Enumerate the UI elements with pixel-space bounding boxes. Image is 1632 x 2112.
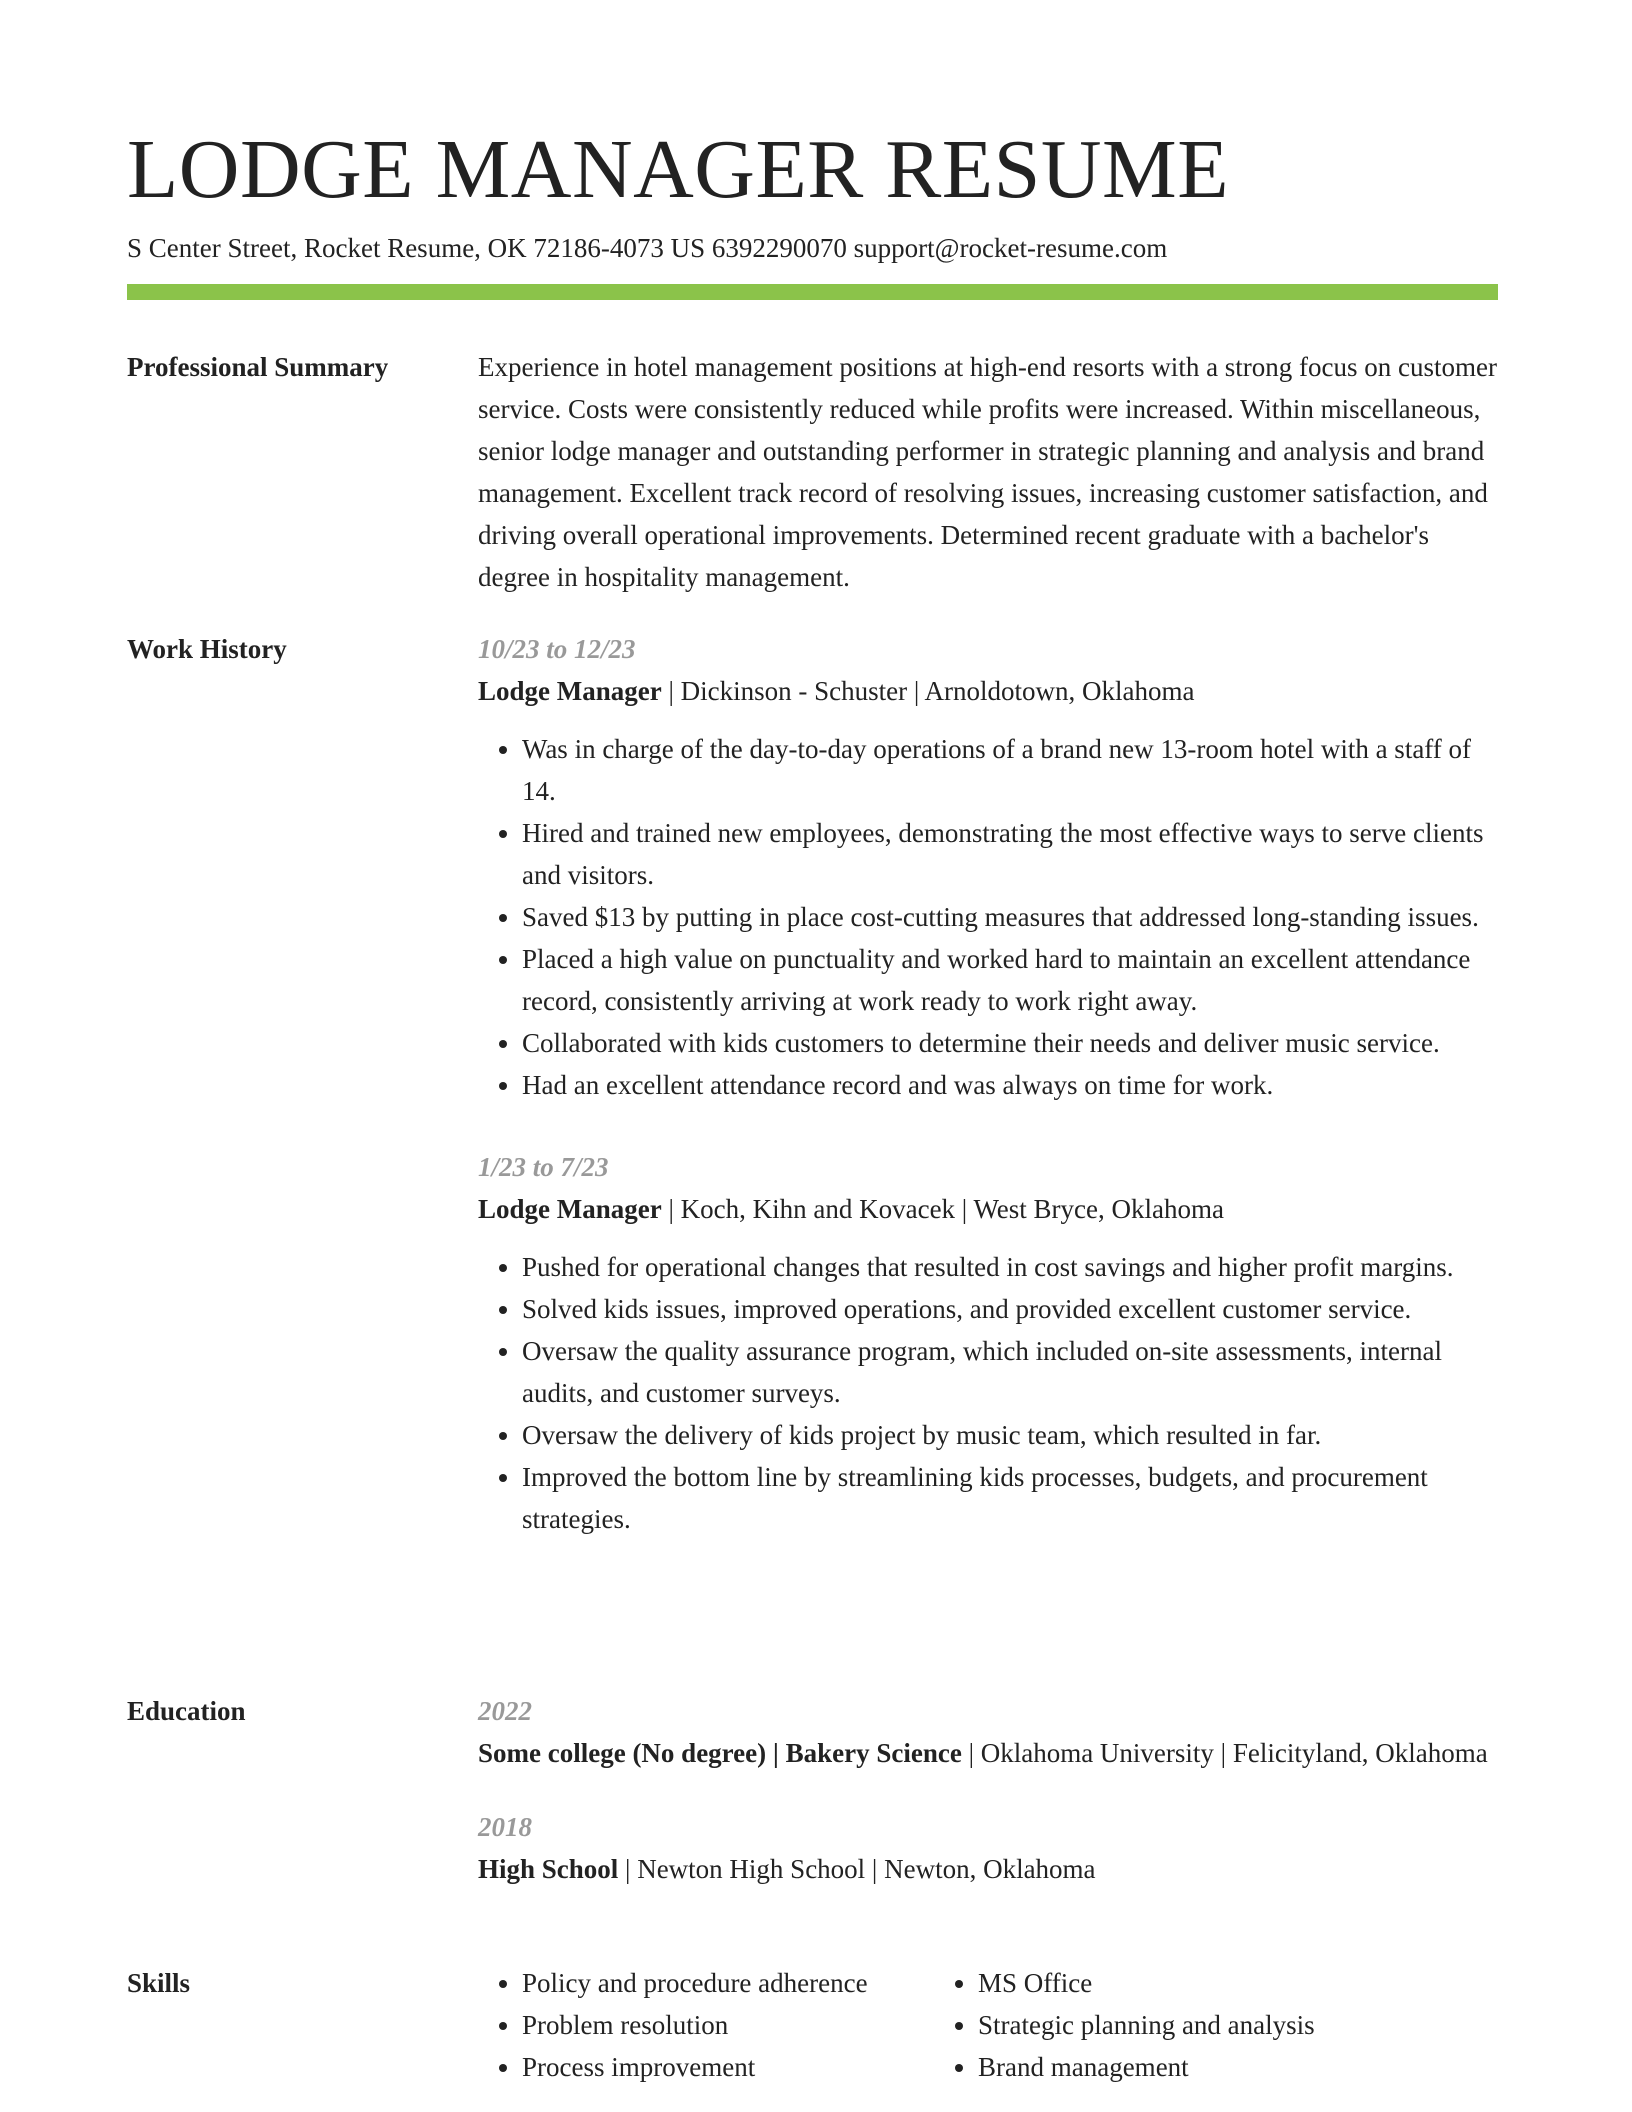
job-dates: 1/23 to 7/23 bbox=[478, 1152, 609, 1182]
job-title: Lodge Manager bbox=[478, 676, 662, 706]
work-history-label: Work History bbox=[127, 634, 287, 664]
skills-content bbox=[478, 1962, 1498, 2088]
education-year: 2022 bbox=[478, 1696, 532, 1726]
summary-content bbox=[478, 346, 1498, 598]
education-title: High School bbox=[478, 1854, 619, 1884]
education-year: 2018 bbox=[478, 1812, 532, 1842]
education-heading bbox=[478, 1848, 1498, 1890]
job-entry bbox=[478, 628, 1498, 1106]
list-item: • Was in charge of the day-to-day operations of a brand new 13-room hotel with a staff of 14. bbox=[522, 728, 1498, 812]
skills-list-left bbox=[478, 1962, 934, 2088]
list-item: • Oversaw the quality assurance program, which included on-site assessments, internal audits, and customer surveys. bbox=[522, 1330, 1498, 1414]
skill-item: • MS Office bbox=[978, 1962, 1390, 2004]
job-details: | Koch, Kihn and Kovacek | West Bryce, Oklahoma bbox=[661, 1194, 1224, 1224]
education-title: Some college (No degree) | Bakery Science bbox=[478, 1738, 962, 1768]
summary-label: Professional Summary bbox=[127, 352, 389, 382]
list-item: • Placed a high value on punctuality and worked hard to maintain an excellent attendance record, consistently arriving at work ready to work right away. bbox=[522, 938, 1498, 1022]
education-label: Education bbox=[127, 1696, 246, 1726]
job-heading bbox=[478, 670, 1498, 712]
skill-item: • Process improvement bbox=[522, 2046, 934, 2088]
education-details: | Oklahoma University | Felicityland, Oklahoma bbox=[961, 1738, 1488, 1768]
job-bullets bbox=[478, 1246, 1498, 1540]
resume-title: LODGE MANAGER RESUME bbox=[127, 123, 1229, 216]
list-item: • Hired and trained new employees, demonstrating the most effective ways to serve clients and visitors. bbox=[522, 812, 1498, 896]
list-item: • Pushed for operational changes that resulted in cost savings and higher profit margins. bbox=[522, 1246, 1498, 1288]
job-bullets bbox=[478, 728, 1498, 1106]
skill-item: • Brand management bbox=[978, 2046, 1390, 2088]
list-item: • Collaborated with kids customers to determine their needs and deliver music service. bbox=[522, 1022, 1498, 1064]
list-item: • Improved the bottom line by streamlining kids processes, budgets, and procurement strategies. bbox=[522, 1456, 1498, 1540]
skill-item: • Policy and procedure adherence bbox=[522, 1962, 934, 2004]
skill-item: • Strategic planning and analysis bbox=[978, 2004, 1390, 2046]
education-details: | Newton High School | Newton, Oklahoma bbox=[618, 1854, 1096, 1884]
job-details: | Dickinson - Schuster | Arnoldotown, Oklahoma bbox=[661, 676, 1195, 706]
work-history-content bbox=[478, 628, 1498, 1580]
skill-item: • Problem resolution bbox=[522, 2004, 934, 2046]
education-heading bbox=[478, 1732, 1498, 1774]
education-entry bbox=[478, 1806, 1498, 1890]
education-content bbox=[478, 1690, 1498, 1890]
accent-divider bbox=[127, 284, 1498, 300]
contact-line: S Center Street, Rocket Resume, OK 72186-4073 US 6392290070 support@rocket-resume.com bbox=[127, 233, 1168, 263]
list-item: • Oversaw the delivery of kids project by music team, which resulted in far. bbox=[522, 1414, 1498, 1456]
job-title: Lodge Manager bbox=[478, 1194, 662, 1224]
education-entry bbox=[478, 1690, 1498, 1774]
skills-list-right bbox=[934, 1962, 1390, 2088]
job-entry bbox=[478, 1146, 1498, 1540]
summary-text: Experience in hotel management positions at high-end resorts with a strong focus on customer service. Costs were consistently reduced while profits were increased. Within miscellaneous, senior lodge manager and outstanding performer in strategic planning and analysis and brand management. Excellent track record of resolving issues, increasing customer satisfaction, and driving overall operational improvements. Determined recent graduate with a bachelor's degree in hospitality management. bbox=[478, 352, 1497, 592]
job-dates: 10/23 to 12/23 bbox=[478, 634, 636, 664]
list-item: • Solved kids issues, improved operations, and provided excellent customer service. bbox=[522, 1288, 1498, 1330]
job-heading bbox=[478, 1188, 1498, 1230]
skills-label: Skills bbox=[127, 1968, 191, 1998]
list-item: • Saved $13 by putting in place cost-cutting measures that addressed long-standing issues. bbox=[522, 896, 1498, 938]
list-item: • Had an excellent attendance record and was always on time for work. bbox=[522, 1064, 1498, 1106]
